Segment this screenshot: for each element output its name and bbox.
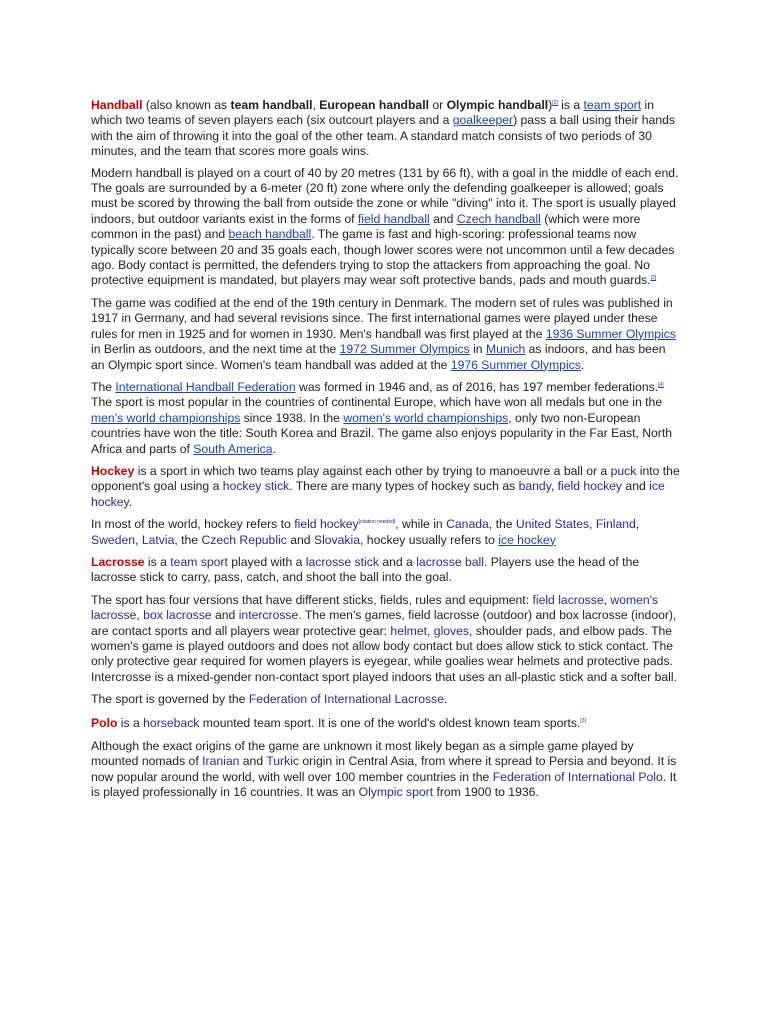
bold-term: Olympic handball — [446, 98, 549, 112]
link-puck[interactable]: puck — [610, 463, 637, 478]
text: The sport is governed by the — [91, 692, 249, 707]
hockey-paragraph-2 — [91, 517, 681, 548]
text: and a — [378, 554, 417, 569]
text: and — [211, 608, 239, 623]
link-finland[interactable]: Finland — [595, 517, 636, 532]
text: or — [428, 98, 447, 112]
link-federation-of-international-polo[interactable]: Federation of International Polo — [492, 769, 663, 784]
text: The sport is most popular in the countries of continental Europe, which have won all medals but one in the — [91, 395, 663, 410]
link-field-handball[interactable]: field handball — [357, 211, 430, 226]
text: . The game is fast and high-scoring: professional teams now typically score between 20 and 35 goals each, though lower scores were not uncommon until a few decades ago. Body contact is permitted, the defenders trying to stop the attackers from approaching the goal. No protective equipment is mandated, but players may wear soft protective bands, pads and mouth guards. — [91, 227, 675, 288]
link-canada[interactable]: Canada — [446, 517, 489, 532]
text: since 1938. In the — [240, 410, 344, 425]
section-title-handball: Handball — [91, 98, 143, 112]
link-united-states[interactable]: United States — [515, 517, 590, 532]
link-beach-handball[interactable]: beach handball — [228, 227, 312, 242]
link-international-handball-federation[interactable]: International Handball Federation — [115, 379, 296, 394]
text: , shoulder pads, and elbow pads. The women's game is played outdoors and does not allow body contact but does allow stick to stick contact. The only protective gear required for women players is eyegear, while goalies wear helmets and protective pads. Intercrosse is a mixed-gender non-contact sport played indoors that uses an all-plastic stick and a softer ball. — [91, 623, 677, 684]
handball-paragraph-2 — [91, 166, 681, 289]
text: is a — [117, 715, 144, 730]
text: , — [635, 517, 640, 532]
polo-paragraph-1 — [91, 716, 681, 731]
text: was formed in 1946 and, as of 2016, has 197 member federations. — [295, 379, 659, 394]
text: and — [429, 211, 457, 226]
text: in — [469, 342, 486, 357]
link-czech-republic[interactable]: Czech Republic — [201, 532, 287, 547]
text: , — [312, 98, 320, 112]
link-federation-of-international-lacrosse[interactable]: Federation of International Lacrosse — [248, 692, 444, 707]
lacrosse-paragraph-2 — [91, 593, 681, 685]
link-intercrosse[interactable]: intercrosse — [238, 608, 299, 623]
text: The sport has four versions that have different sticks, fields, rules and equipment: — [91, 592, 533, 607]
polo-paragraph-2 — [91, 739, 681, 801]
link-turkic[interactable]: Turkic — [266, 754, 300, 769]
link-slovakia[interactable]: Slovakia — [313, 532, 361, 547]
text: , — [603, 592, 611, 607]
text: origin in Central Asia, from where it spread to Persia and beyond. It is now popular around the world, with well over 100 member countries in the — [91, 754, 677, 784]
handball-paragraph-3 — [91, 296, 681, 373]
link-czech-handball[interactable]: Czech handball — [456, 211, 541, 226]
text: ) pass a ball using their hands with the aim of throwing it into the goal of the other team. A standard match consists of two periods of 30 minutes, and the team that scores more goals wins. — [91, 113, 675, 159]
text: , the — [488, 517, 516, 532]
link-hockey-stick[interactable]: hockey stick — [222, 479, 290, 494]
link-womens-world-championships[interactable]: women's world championships — [343, 410, 509, 425]
text: In most of the world, hockey refers to — [91, 517, 295, 532]
link-gloves[interactable]: gloves — [433, 623, 470, 638]
section-title-lacrosse: Lacrosse — [91, 554, 145, 569]
link-olympic-sport[interactable]: Olympic sport — [358, 785, 434, 800]
text: and — [239, 754, 267, 769]
hockey-paragraph-1 — [91, 464, 681, 510]
handball-paragraph-4 — [91, 380, 681, 457]
text: from 1900 to 1936. — [433, 785, 539, 800]
text: . Players use the head of the lacrosse stick to carry, pass, catch, and shoot the ball into the goal. — [91, 554, 640, 585]
text: is a — [144, 554, 171, 569]
text: The — [91, 379, 116, 394]
text: in Berlin as outdoors, and the next time at the — [91, 342, 340, 357]
bold-term: team handball — [230, 98, 313, 112]
link-team-sport[interactable]: team sport — [170, 554, 228, 569]
text: , — [427, 623, 434, 638]
text: . It is played professionally in 16 countries. It was an — [91, 769, 677, 800]
text: as indoors, and has been an Olympic sport since. Women's team handball was added at the — [91, 342, 666, 372]
text: (also known as — [142, 98, 231, 112]
link-south-america[interactable]: South America — [193, 441, 273, 456]
text: is a — [557, 98, 584, 112]
link-goalkeeper[interactable]: goalkeeper — [452, 113, 514, 128]
text: , the — [174, 532, 202, 547]
link-box-lacrosse[interactable]: box lacrosse — [143, 608, 212, 623]
text: mounted team sport. It is one of the world's oldest known team sports. — [199, 715, 581, 730]
text: , — [550, 479, 558, 494]
link-mens-world-championships[interactable]: men's world championships — [91, 410, 241, 425]
citation-needed-link[interactable]: [citation needed] — [358, 519, 396, 526]
link-munich[interactable]: Munich — [485, 342, 526, 357]
text: The game was codified at the end of the 19th century in Denmark. The modern set of rules was published in 1917 in Germany, and had several revisions since. The first international games were played under these rules for men in 1925 and for women in 1930. Men's handball was first played at the — [91, 295, 673, 341]
link-sweden[interactable]: Sweden — [91, 532, 136, 547]
section-title-polo: Polo — [91, 715, 118, 730]
link-team-sport[interactable]: team sport — [583, 98, 642, 112]
link-womens-lacrosse[interactable]: women's lacrosse — [91, 592, 659, 623]
link-1972-summer-olympics[interactable]: 1972 Summer Olympics — [339, 342, 470, 357]
link-field-lacrosse[interactable]: field lacrosse — [532, 592, 604, 607]
article-body — [91, 98, 681, 801]
lacrosse-paragraph-3 — [91, 692, 681, 707]
text: . — [272, 441, 276, 456]
link-horseback[interactable]: horseback — [143, 715, 200, 730]
reference-link[interactable]: [3] — [650, 275, 657, 282]
handball-paragraph-1 — [91, 98, 681, 160]
link-field-hockey[interactable]: field hockey — [294, 517, 359, 532]
text: into the opponent's goal using a — [91, 463, 680, 494]
link-bandy[interactable]: bandy — [518, 479, 551, 494]
text: , — [589, 517, 596, 532]
link-helmet[interactable]: helmet — [390, 623, 428, 638]
text: , — [135, 532, 142, 547]
text: is a sport in which two teams play against each other by trying to manoeuvre a ball or a — [134, 463, 611, 478]
reference-link[interactable]: [2] — [552, 100, 558, 106]
text: Although the exact origins of the game are unknown it most likely began as a simple game played by mounted nomads of — [91, 739, 634, 769]
link-field-hockey[interactable]: field hockey — [557, 479, 623, 494]
reference-link[interactable]: [3] — [580, 717, 586, 724]
link-1976-summer-olympics[interactable]: 1976 Summer Olympics — [450, 357, 581, 372]
bold-term: European handball — [319, 98, 429, 112]
link-lacrosse-stick[interactable]: lacrosse stick — [305, 554, 379, 569]
text: ) — [548, 98, 553, 112]
text: , while in — [395, 517, 447, 532]
section-title-hockey: Hockey — [91, 463, 135, 478]
link-ice-hockey[interactable]: ice hockey — [498, 532, 556, 547]
link-iranian[interactable]: Iranian — [202, 754, 240, 769]
lacrosse-paragraph-1 — [91, 555, 681, 586]
text: and — [286, 532, 314, 547]
text: . — [580, 357, 585, 372]
text: . There are many types of hockey such as — [289, 479, 519, 494]
text: and — [622, 479, 650, 494]
link-lacrosse-ball[interactable]: lacrosse ball — [416, 554, 484, 569]
text: . — [443, 692, 448, 707]
text: . The men's games, field lacrosse (outdoor) and box lacrosse (indoor), are contact sports and all players wear protective gear: — [91, 608, 677, 638]
link-ice-hockey[interactable]: ice hockey — [91, 479, 665, 509]
text: , only two non-European countries have won the title: South Korea and Brazil. The game also enjoys popularity in the Far East, North Africa and parts of — [91, 410, 673, 456]
text: played with a — [227, 554, 306, 569]
link-latvia[interactable]: Latvia — [141, 532, 175, 547]
text: . — [128, 494, 133, 509]
text: Modern handball is played on a court of 40 by 20 metres (131 by 66 ft), with a goal in the middle of each end. The goals are surrounded by a 6-meter (20 ft) zone where only the defending goalkeeper is allowed; goals must be scored by throwing the ball from outside the zone or while "diving" into it. The sport is usually played indoors, but outdoor variants exist in the forms of — [91, 165, 679, 226]
text: , — [136, 608, 144, 623]
text: , hockey usually refers to — [360, 532, 499, 547]
text: in which two teams of seven players each (six outcourt players and a — [91, 98, 654, 128]
reference-link[interactable]: [4] — [658, 381, 664, 388]
link-1936-summer-olympics[interactable]: 1936 Summer Olympics — [545, 326, 676, 341]
text: (which were more common in the past) and — [91, 211, 641, 242]
